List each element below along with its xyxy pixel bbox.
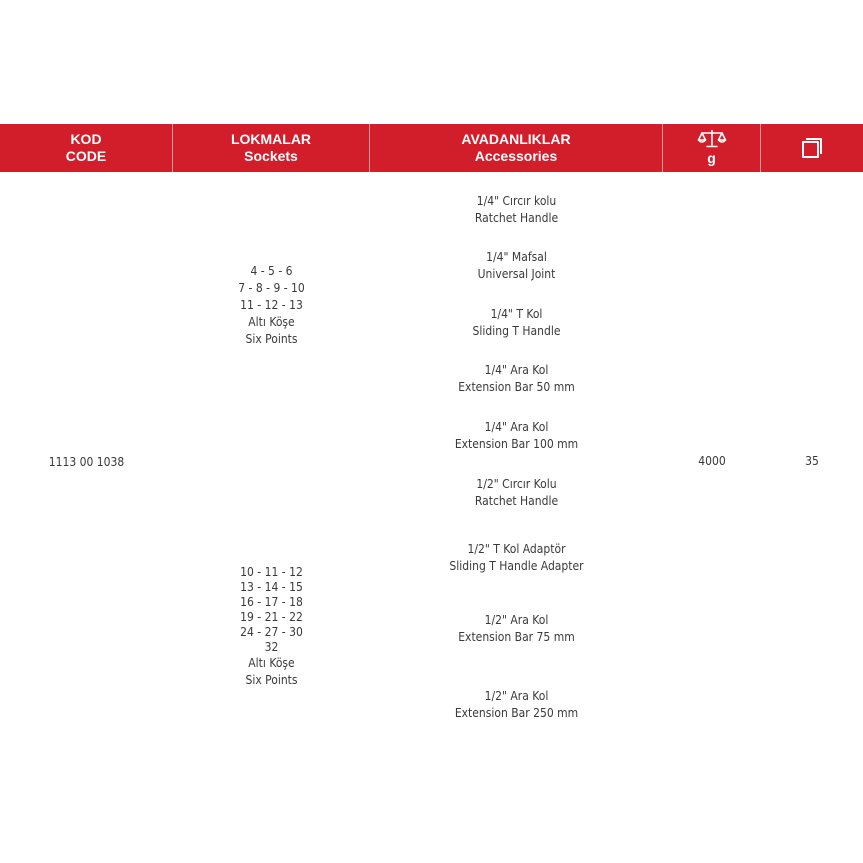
header-sockets bbox=[173, 124, 370, 172]
accessory-tr: 1/4" T Kol bbox=[490, 307, 543, 321]
socket-line: Six Points bbox=[245, 673, 298, 687]
weight-value: 4000 bbox=[698, 454, 726, 468]
accessory-item bbox=[370, 419, 663, 453]
accessory-en: Sliding T Handle Adapter bbox=[449, 559, 584, 573]
header-accessories bbox=[370, 124, 663, 172]
pieces-value: 35 bbox=[805, 454, 819, 468]
accessory-tr: 1/2" Ara Kol bbox=[484, 689, 549, 703]
accessory-tr: 1/2" Cırcır Kolu bbox=[476, 477, 557, 491]
accessory-item bbox=[370, 541, 663, 575]
accessory-en: Extension Bar 75 mm bbox=[458, 630, 575, 644]
socket-line: Six Points bbox=[245, 332, 298, 346]
table-header bbox=[0, 124, 863, 172]
accessory-item bbox=[370, 306, 663, 340]
box-icon bbox=[801, 137, 823, 159]
socket-line: 13 - 14 - 15 bbox=[240, 580, 303, 594]
socket-line: 10 - 11 - 12 bbox=[240, 565, 303, 579]
accessory-en: Ratchet Handle bbox=[474, 211, 559, 225]
accessory-en: Extension Bar 50 mm bbox=[458, 380, 575, 394]
accessory-tr: 1/4" Cırcır kolu bbox=[476, 194, 557, 208]
accessory-tr: 1/2" T Kol Adaptör bbox=[467, 542, 566, 556]
socket-group-2 bbox=[173, 565, 370, 689]
accessory-en: Extension Bar 100 mm bbox=[454, 437, 579, 451]
accessory-item bbox=[370, 249, 663, 283]
accessory-tr: 1/4" Ara Kol bbox=[484, 420, 549, 434]
socket-line: Altı Köşe bbox=[248, 656, 295, 670]
product-code: 1113 00 1038 bbox=[48, 455, 125, 469]
header-weight bbox=[663, 124, 761, 172]
socket-line: 16 - 17 - 18 bbox=[240, 595, 303, 609]
accessory-item bbox=[370, 476, 663, 510]
accessory-item bbox=[370, 612, 663, 646]
socket-line: Altı Köşe bbox=[248, 315, 295, 329]
accessory-item bbox=[370, 688, 663, 722]
socket-line: 4 - 5 - 6 bbox=[250, 264, 293, 278]
accessory-tr: 1/4" Ara Kol bbox=[484, 363, 549, 377]
header-accessories-tr: AVADANLIKLAR bbox=[461, 131, 571, 147]
header-sockets-en: Sockets bbox=[244, 148, 298, 164]
accessory-tr: 1/4" Mafsal bbox=[486, 250, 547, 264]
socket-line: 32 bbox=[264, 640, 279, 654]
accessory-en: Extension Bar 250 mm bbox=[454, 706, 579, 720]
accessory-tr: 1/2" Ara Kol bbox=[484, 613, 549, 627]
header-pieces bbox=[761, 124, 863, 172]
accessory-item bbox=[370, 193, 663, 227]
socket-group-1 bbox=[173, 263, 370, 348]
accessory-item bbox=[370, 362, 663, 396]
socket-line: 24 - 27 - 30 bbox=[240, 625, 303, 639]
header-sockets-tr: LOKMALAR bbox=[230, 131, 312, 147]
header-code-tr: KOD bbox=[70, 131, 102, 147]
scale-icon bbox=[697, 129, 727, 149]
header-accessories-en: Accessories bbox=[474, 148, 558, 164]
socket-line: 19 - 21 - 22 bbox=[240, 610, 303, 624]
accessory-en: Sliding T Handle bbox=[472, 324, 561, 338]
socket-line: 11 - 12 - 13 bbox=[240, 298, 303, 312]
accessory-en: Ratchet Handle bbox=[474, 494, 559, 508]
socket-line: 7 - 8 - 9 - 10 bbox=[238, 281, 305, 295]
header-weight-unit: g bbox=[707, 150, 716, 166]
header-code bbox=[0, 124, 173, 172]
header-code-en: CODE bbox=[65, 148, 107, 164]
accessory-en: Universal Joint bbox=[477, 267, 556, 281]
